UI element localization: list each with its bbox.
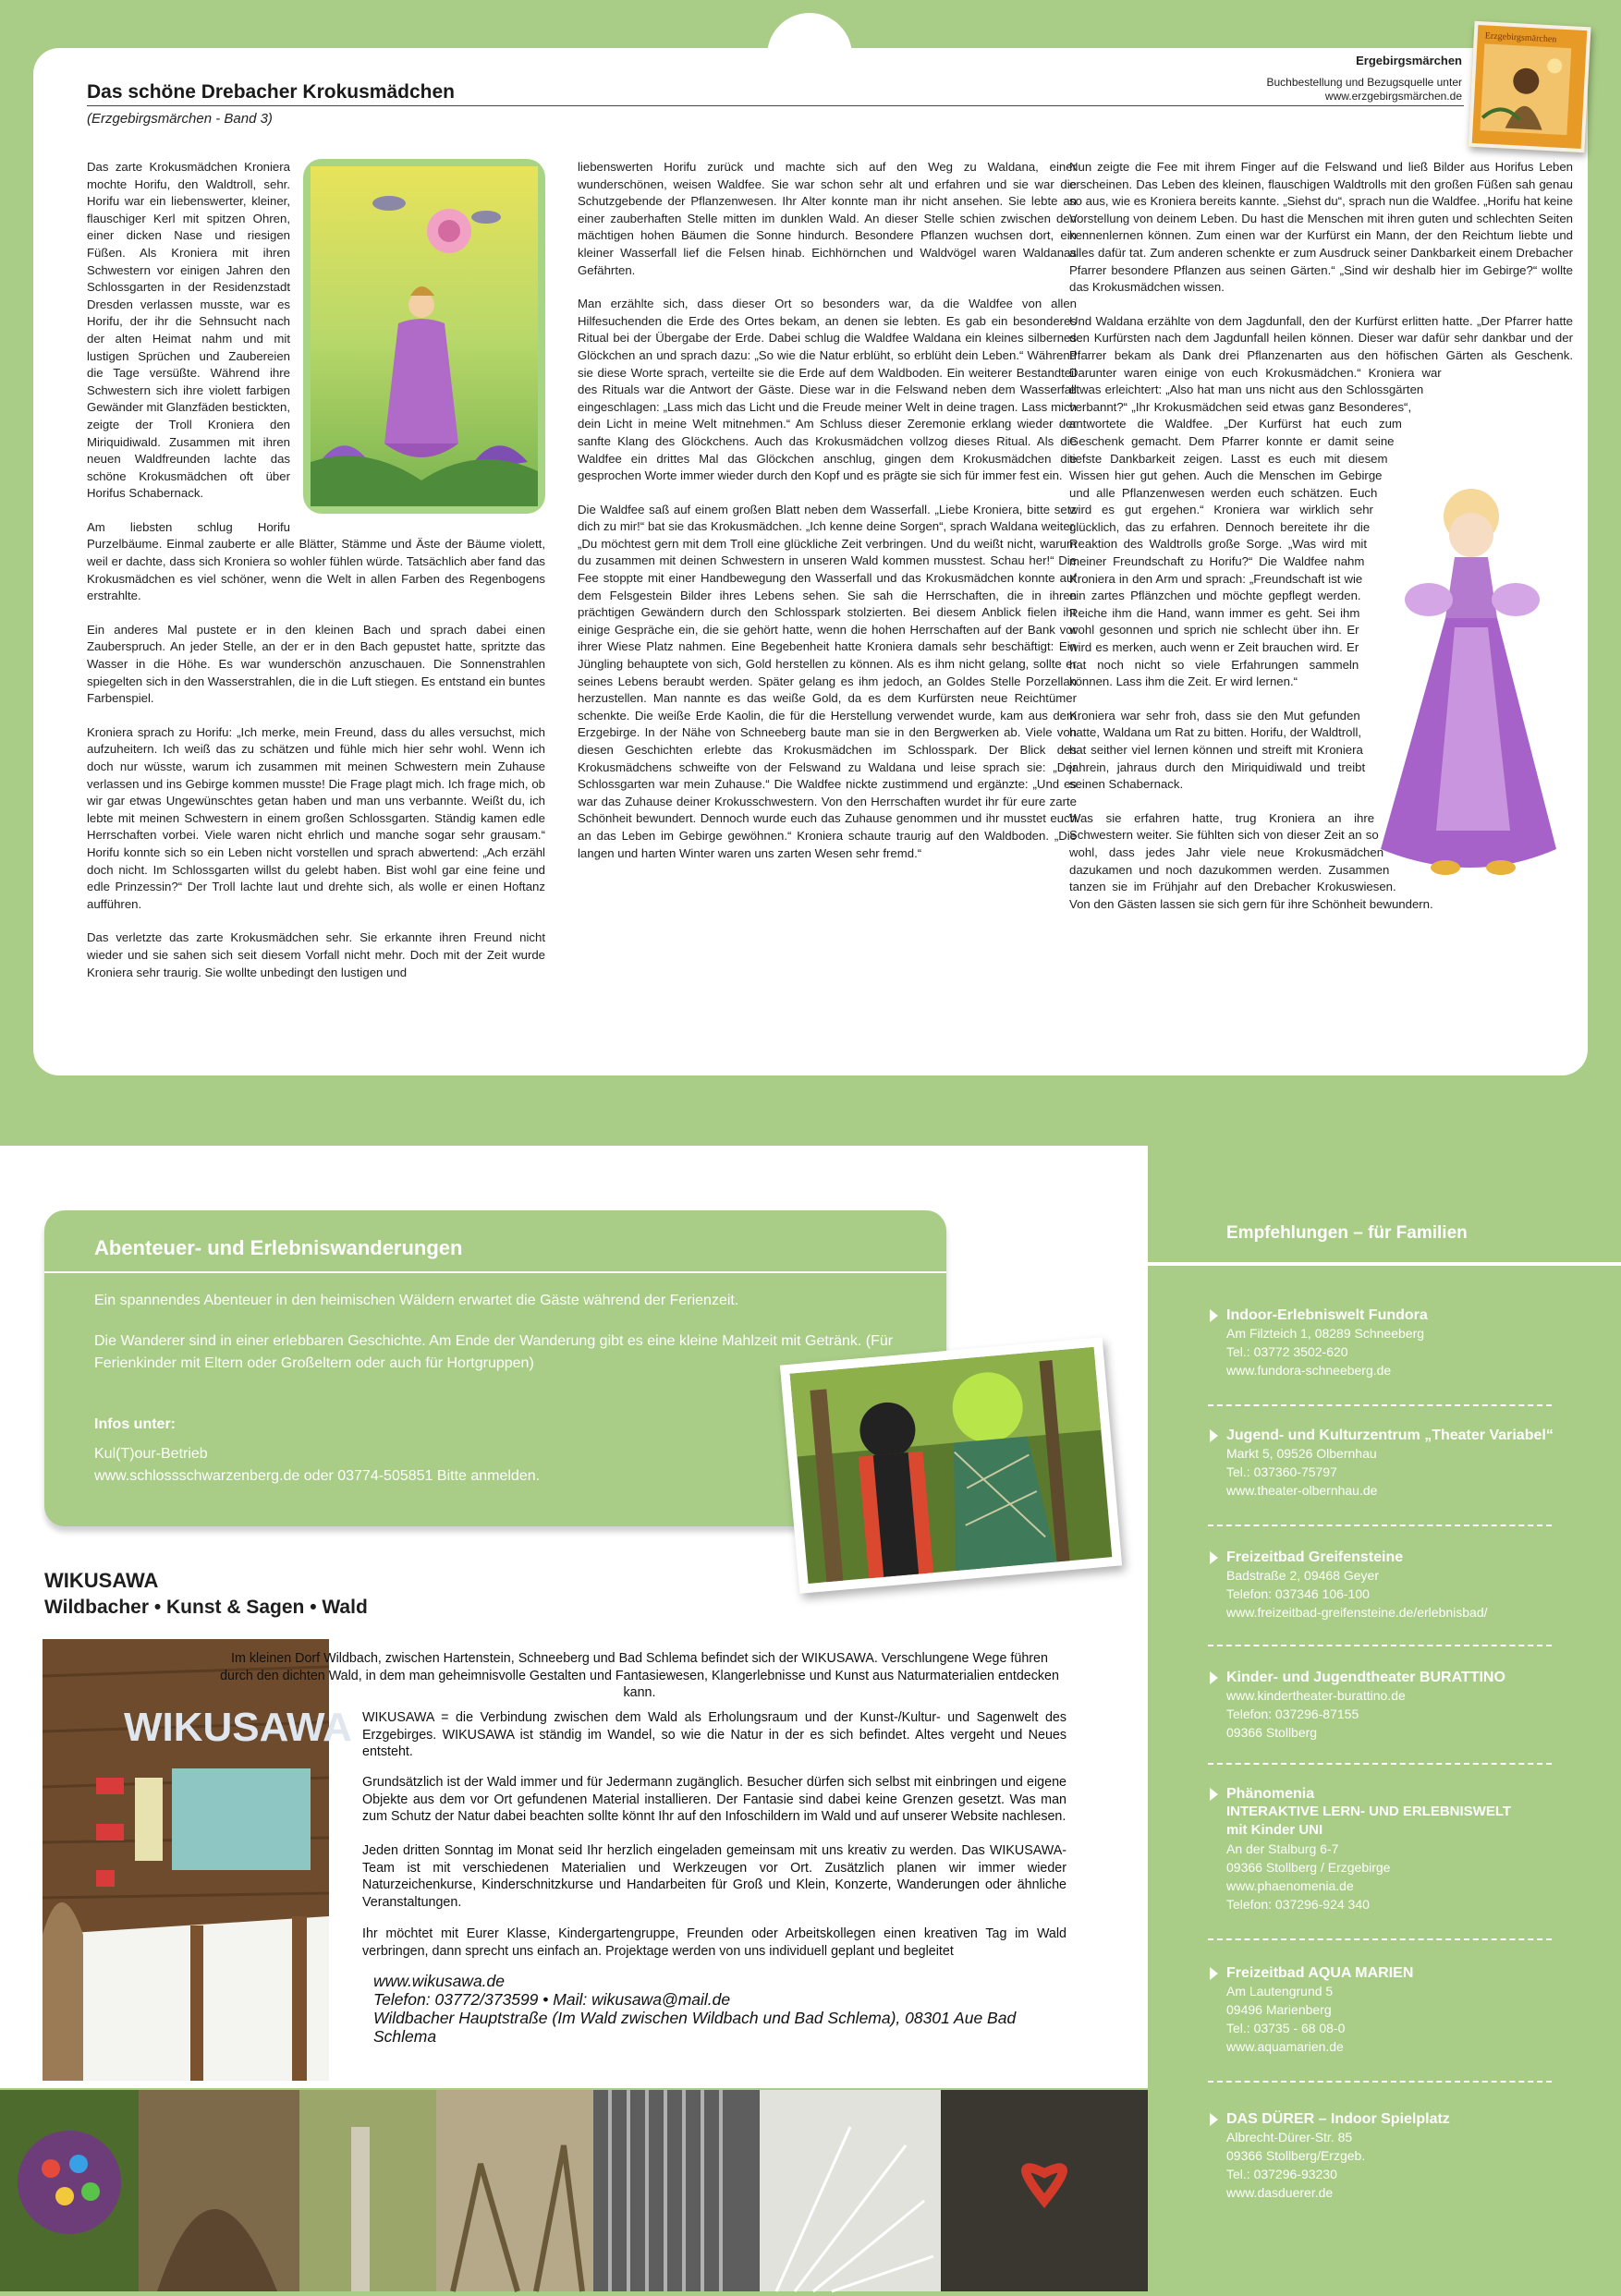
rec-address: Am Filzteich 1, 08289 Schneeberg (1226, 1326, 1425, 1341)
story-paragraph: Am liebsten schlug Horifu Purzelbäume. Einmal zauberte er alle Blätter, Stämme und Äste der Bäume violett, weil er dachte, dass sich Kroniera so wohler fühlen würde. Tatsächlich aber fand das Krokusmädchen es viel schöner, wenn die Welt in allen Farben des Regenbogens erstrahlte. (87, 519, 545, 603)
rec-website-link[interactable]: www.phaenomenia.de (1226, 1878, 1354, 1893)
krokus-illustration (303, 159, 545, 514)
story-paragraph: Und Waldana erzählte von dem Jagdunfall, den der Kurfürst erlitten hatte. „Der Pfarrer hatte den Kurfürsten nach dem Jagdunfall heilen können. Dieser war dafür sehr dankbar und der Pfarrer bekam als Dank drei Pflanzenarten aus den höfischen Gärten als Geschenk. Darunter waren einige von euch Krokusmädchen.“ Kroniera war etwas erleichtert: „Also hat man uns nicht aus den Schlossgärten verbannt?“ „Ihr Krokusmädchen seid etwas ganz Besonderes“, antwortete die Waldfee. „Der Kurfürst hat euch zum Geschenk gemacht. Dem Pfarrer konnte er damit seine tiefste Dankbarkeit zeigen. Lasst es euch mit diesem Wissen hier gut gehen. Auch die Menschen im Gebirge und alle Pflanzenwesen werden euch schätzen. Euch wird es gut ergehen.“ Kroniera war wirklich sehr glücklich, das zu erfahren. Dennoch bereitete ihr die Reaktion des Waldtrolls große Sorge. „Was wird mit meiner Freundschaft zu Horifu?“ Die Waldfee nahm Kroniera in den Arm und sprach: „Freundschaft ist wie ein zartes Pflänzchen und möchte gepflegt werden. Reiche ihm die Hand, wann immer es geht. Sei ihm wohl gesonnen und sprich nie schlecht über ihn. Er wird es merken, auch wenn er Zeit brauchen wird. Er hat noch nicht so viele Erfahrungen sammeln können. Lass ihm die Zeit. Er wird lernen.“ (1069, 313, 1573, 689)
story-paragraph: Die Waldfee saß auf einem großen Blatt neben dem Wasserfall. „Liebe Kroniera, bitte setz dich zu mir!“ bat sie das Krokusmädchen. „Ich kenne deine Sorgen“, sprach Waldana weiter. „Du möchtest gern mit dem Troll eine glückliche Zeit verbringen. Und du weißt nicht, warum du zusammen mit deinen Schwestern in unseren Wald kommen musstest. Schau her!“ Die Fee stoppte mit einer Handbewegung den Wasserfall und das Krokusmädchen konnte auf dem Felsgestein Bilder ihres Lebens sehen. Sie sah die Herrschaften, die in ihren prächtigen Gewändern durch den Schlosspark stolzierten. Bei diesem Anblick fielen ihr einige Gespräche ein, die sie gehört hatte, wenn die hohen Herrschaften auf der Bank vor ihrer Wiese Platz nahmen. Eine Begebenheit hatte Kroniera damals sehr beschäftigt: Ein Jüngling behauptete von sich, Gold herstellen zu können. Als es ihm nicht gelang, sollte er seines Lebens beraubt werden. Später gelang es ihm jedoch, an Goldes Stelle Porzellan herzustellen. Man nannte es das weiße Gold, da es dem Kurfürsten neue Reichtümer schenkte. Die weiße Erde Kaolin, die für die Herstellung verwendet wurde, kam aus dem Erzgebirge. In der Nähe von Schneeberg baute man sie in den Bergwerken ab. Viele von diesen Geschichten erlebte das Krokusmädchen im Schlosspark. Der Blick des Krokusmädchens schweifte von der Felswand zu Waldana und leise sprach sie: „Der Schlossgarten war mein Zuhause.“ Die Waldfee nickte zustimmend und ergänzte: „Und es war das Zuhause deiner Krokusschwestern. Von den Herrschaften wurdet ihr für eure zarte Schönheit bewundert. Dennoch wurde euch das Zuhause genommen und ihr musstet euch an das Leben im Gebirge gewöhnen.“ Kroniera schaute traurig auf den Waldboden. „Die langen und harten Winter waren uns zarten Wesen sehr fremd.“ (578, 502, 1077, 860)
rec-website-link[interactable]: www.aquamarien.de (1226, 2039, 1344, 2054)
story-column-3 (1069, 159, 1573, 929)
wikusawa-sign-photo (43, 1639, 352, 2081)
adventure-rule (44, 1271, 946, 1273)
rec-city: 09366 Stollberg/Erzgeb. (1226, 2148, 1366, 2163)
rec-title: Phänomenia (1208, 1785, 1578, 1803)
rec-city: 09366 Stollberg / Erzgebirge (1226, 1860, 1391, 1875)
rec-item-phaenomenia[interactable] (1208, 1785, 1578, 1913)
krokus-girl-illustration (1353, 461, 1573, 895)
rec-phone: Tel.: 037296-93230 (1226, 2167, 1337, 2181)
cover-title: Erzgebirgsmärchen (1484, 30, 1557, 45)
wikusawa-paragraph: WIKUSAWA = die Verbindung zwischen dem Wald als Erholungsraum und der Kunst-/Kultur- und Sagenwelt des Erzgebirges. WIKUSAWA ist ständig im Wandel, so wie die Natur in der es sich befindet. Altes vergeht und Neues entsteht. (362, 1710, 1066, 1760)
publisher-label: Ergebirgsmärchen (1356, 54, 1462, 67)
rec-address: Albrecht-Dürer-Str. 85 (1226, 2130, 1353, 2144)
story-column-1 (87, 159, 545, 998)
story-column-2 (578, 159, 1077, 879)
forest-photo-strip (0, 2090, 1148, 2291)
rec-title: Indoor-Erlebniswelt Fundora (1208, 1306, 1578, 1324)
rec-title: Jugend- und Kulturzentrum „Theater Variabel“ (1208, 1427, 1578, 1444)
rec-website-link[interactable]: www.dasduerer.de (1226, 2185, 1334, 2200)
fairy-meadow-painting (311, 166, 538, 506)
rec-website-link[interactable]: www.fundora-schneeberg.de (1226, 1363, 1392, 1378)
rec-phone: Telefon: 037346 106-100 (1226, 1586, 1370, 1601)
wikusawa-intro: Im kleinen Dorf Wildbach, zwischen Hartenstein, Schneeberg und Bad Schlema befindet sich der WIKUSAWA. Verschlungene Wege führen durch den dichten Wald, in dem man geheimnisvolle Gestalten und Fantasiewesen, Klangerlebnisse und Kunst aus Naturmaterialien entdecken kann. (220, 1651, 1059, 1701)
rec-website-link[interactable]: www.theater-olbernhau.de (1226, 1483, 1378, 1498)
rec-phone: Tel.: 037360-75797 (1226, 1464, 1337, 1479)
rec-separator (1208, 2081, 1552, 2083)
rec-address: Badstraße 2, 09468 Geyer (1226, 1568, 1379, 1583)
rec-address: Am Lautengrund 5 (1226, 1984, 1334, 1998)
wikusawa-title: WIKUSAWA (44, 1569, 159, 1592)
adventure-info-contact[interactable]: www.schlossschwarzenberg.de oder 03774-505851 Bitte anmelden. (94, 1468, 541, 1484)
rec-item-burattino[interactable] (1208, 1669, 1578, 1742)
rec-title: Freizeitbad AQUA MARIEN (1208, 1964, 1578, 1982)
rec-address: Markt 5, 09526 Olbernhau (1226, 1446, 1377, 1461)
adventure-info-org: Kul(T)our-Betrieb (94, 1446, 208, 1462)
order-text: Buchbestellung und Bezugsquelle unter (1266, 76, 1462, 89)
recommendations-heading: Empfehlungen – für Familien (1226, 1223, 1468, 1243)
wikusawa-address: Wildbacher Hauptstraße (Im Wald zwischen Wildbach und Bad Schlema), 08301 Aue Bad Schlema (373, 2009, 1017, 2046)
sign-lettering: WIKUSAWA (124, 1705, 352, 1750)
rec-subtitle: INTERAKTIVE LERN- UND ERLEBNISWELT (1226, 1804, 1512, 1819)
story-paragraph: Kroniera war sehr froh, dass sie den Mut gefunden hatte, Waldana um Rat zu bitten. Horifu, der Waldtroll, hat seither viel lernen können und streift mit Kroniera jahrein, jahraus durch den Miriquidiwald und treibt seinen Schabernack. (1069, 708, 1366, 792)
rec-phone: Telefon: 037296-924 340 (1226, 1897, 1370, 1912)
wikusawa-paragraph: Grundsätzlich ist der Wald immer und für Jedermann zugänglich. Besucher dürfen sich selbst mit einbringen und eigene Objekte aus dem vor Ort gefundenen Material installieren. Der Fantasie sind dabei keine Grenzen gesetzt. Was man zum Schutz der Natur dabei beachten sollte könnt Ihr auf den Infoschildern im Wald und auf unserer Website nachlesen. (362, 1775, 1066, 1825)
story-paragraph: liebenswerten Horifu zurück und machte sich auf den Weg zu Waldana, einer wunderschönen, weisen Waldfee. Sie war schon sehr alt und erfahren und sie war die Schutzgebende der Pflanzenwesen. Ihr Alter konnte man ihr nicht ansehen. Sie lebte an einer zauberhaften Stelle mitten im dunklen Wald. An dieser Stelle schien zwischen den mächtigen hohen Bäumen die Sonne hindurch. Besondere Pflanzen wuchsen dort, ein kleiner Wasserfall lief die Felsen hinab. Eichhörnchen und Waldvögel waren Waldanas Gefährten. (578, 160, 1077, 277)
title-rule (87, 105, 1464, 106)
rec-address: 09366 Stollberg (1226, 1725, 1318, 1740)
rec-item-fundora[interactable] (1208, 1306, 1578, 1379)
order-url-link[interactable]: www.erzgebirgsmärchen.de (1324, 90, 1462, 103)
rec-phone: Tel.: 03735 - 68 08-0 (1226, 2021, 1346, 2035)
rec-item-greifensteine[interactable] (1208, 1549, 1578, 1622)
story-paragraph: Was sie erfahren hatte, trug Kroniera an ihre Schwestern weiter. Sie fühlten sich von dieser Zeit an so wohl, dass jedes Jahr viele neue Krokusmädchen dazukamen und noch dazukommen werden. Zusammen tanzen sie im Frühjahr auf den Drebacher Krokuswiesen. Von den Gästen lassen sie sich gern für ihre Schönheit bewundern. (1069, 810, 1433, 911)
adventure-photo (780, 1337, 1122, 1594)
rec-website-link[interactable]: www.kindertheater-burattino.de (1226, 1688, 1406, 1703)
adventure-description: Die Wanderer sind in einer erlebbaren Geschichte. Am Ende der Wanderung gibt es eine kleine Mahlzeit mit Getränk. (Für Ferienkinder mit Eltern oder Großeltern oder auch für Hortgruppen) (94, 1333, 894, 1371)
story-title: Das schöne Drebacher Krokusmädchen (87, 81, 455, 103)
story-paragraph: Das zarte Krokusmädchen Kroniera mochte Horifu, den Waldtroll, sehr. Horifu war ein liebenswerter, kleiner, flauschiger Kerl mit spitzen Ohren, einer dicken Nase und riesigen Füßen. Als Kroniera mit ihren Schwestern vor einigen Jahren den Schlossgarten in der Residenzstadt Dresden verlassen musste, war es Horifu, der ihr die Sehnsucht nach der alten Heimat nahm und mit lustigen Sprüchen und Zaubereien die Tage versüßte. Während ihre Schwestern sich ihre violett farbigen Gewänder mit Glanzfäden bestickten, zeigte der Troll Kroniera den Miriquidiwald. Zusammen mit ihren neuen Waldfreunden lachte das schöne Krokusmädchen oft über Horifus Schabernack. (87, 160, 290, 501)
rec-separator (1208, 1645, 1552, 1646)
wikusawa-website-link[interactable]: www.wikusawa.de (373, 1972, 505, 1990)
rec-phone: Tel.: 03772 3502-620 (1226, 1344, 1348, 1359)
rec-title: Freizeitbad Greifensteine (1208, 1549, 1578, 1566)
rec-item-aqua-marien[interactable] (1208, 1964, 1578, 2056)
rec-website-link[interactable]: www.freizeitbad-greifensteine.de/erlebnisbad/ (1226, 1605, 1488, 1620)
story-paragraph: Man erzählte sich, dass dieser Ort so besonders war, da die Waldfee von allen Hilfesuchenden die Erde des Ortes bekam, an denen sie lebten. Es gab ein besonderes Ritual bei der Übergabe der Erde. Dabei schlug die Waldfee Waldana ein kleines silbernes Glöckchen an und sprach dazu: „So wie die Natur erblüht, so erblüht dein Leben.“ Während sie diese Worte sprach, verteilte sie die Erde auf dem Waldboden. Ein weiterer Bestandteil des Rituals war die Antwort der Gäste. Diese war in die Felswand neben dem Wasserfall eingeschlagen: „Lass mich das Licht und die Freude meiner Welt in deine tragen. Lass mich dein Licht in meine Welt mitnehmen.“ Am Schluss dieser Zeremonie erklang wieder der sanfte Klang des Glöckchens. Auch das Krokusmädchen vollzog dieses Ritual. Als die Waldfee ein drittes Mal das Glöckchen anschlug, gingen dem Krokusmädchen die gesprochen Worte immer wieder durch den Kopf und es prägte sie sich für immer fest ein. (578, 297, 1077, 483)
story-paragraph: Ein anderes Mal pustete er in den kleinen Bach und sprach dabei einen Zauberspruch. An jeder Stelle, an der er in den Bach gepustet hatte, spritzte das Wasser in die Höhe. Es war wunderschön anzuschauen. Die Sonnenstrahlen spiegelten sich in den Wasserstrahlen, die in die Luft stiegen. Es entstand ein buntes Farbenspiel. (87, 622, 545, 706)
story-subtitle: (Erzgebirgsmärchen - Band 3) (87, 111, 273, 127)
rec-title: Kinder- und Jugendtheater BURATTINO (1208, 1669, 1578, 1686)
book-cover-image (1469, 21, 1591, 152)
wikusawa-phone-mail[interactable]: Telefon: 03772/373599 • Mail: wikusawa@mail.de (373, 1990, 731, 2009)
adventure-intro: Ein spannendes Abenteuer in den heimischen Wäldern erwartet die Gäste während der Ferienzeit. (94, 1293, 739, 1308)
rec-item-das-duerer[interactable] (1208, 2110, 1578, 2202)
rec-city: 09496 Marienberg (1226, 2002, 1332, 2017)
rec-address: An der Stalburg 6-7 (1226, 1841, 1339, 1856)
rec-separator (1208, 1763, 1552, 1765)
story-paragraph: Nun zeigte die Fee mit ihrem Finger auf die Felswand und ließ Bilder aus Horifus Leben erscheinen. Das Leben des kleinen, flauschigen Waldtrolls mit den großen Füßen sah genau so aus, wie es Kroniera bereits kannte. „Siehst du“, sprach nun die Waldfee. „Horifu hat keine Vorstellung von deinem Leben. Du hast die Menschen mit ihren guten und schlechten Seiten kennenlernen können. Zum einen war der Kurfürst ein Mann, der den Reichtum liebte und alles dafür tat. Zum anderen schenkte er zum Ausdruck seiner Dankbarkeit einem Drebacher Pfarrer besondere Pflanzen aus seinen Gärten.“ „Sind wir deshalb hier im Gebirge?“ wollte das Krokusmädchen wissen. (1069, 160, 1573, 295)
rec-separator (1208, 1404, 1552, 1406)
rec-separator (1208, 1525, 1552, 1526)
rec-separator (1208, 1938, 1552, 1940)
wikusawa-subtitle: Wildbacher • Kunst & Sagen • Wald (44, 1597, 368, 1618)
wikusawa-paragraph: Jeden dritten Sonntag im Monat seid Ihr herzlich eingeladen gemeinsam mit uns kreativ zu werden. Das WIKUSAWA-Team ist mit verschiedenen Materialien und Werkzeugen vor Ort. Zusätzlich planen wir immer wieder Naturzeichenkurse, Kinderschnitzkurse und Handarbeiten für Groß und Klein, Konzerte, Wanderungen oder ähnliche Veranstaltungen. (362, 1843, 1066, 1910)
story-paragraph: Kroniera sprach zu Horifu: „Ich merke, mein Freund, dass du alles versuchst, mich aufzuheitern. Ich weiß das zu schätzen und fühle mich hier sehr wohl. Wenn ich doch nur wüsste, warum ich zusammen mit meinen Schwestern mein Zuhause verlassen und ins Gebirge kommen musste! Die Frage plagt mich. Ich frage mich, ob wir gar etwas Ungewünschtes getan haben und man uns verbannte. Weißt du, ich lebte mit meinen Schwestern in einem großen Schlossgarten. Ständig kamen edle Herrschaften vorbei. Viele waren nicht ehrlich und manche sogar sehr grausam.“ Horifu konnte sich so ein Leben nicht vorstellen und sprach abwertend: „Ach erzähl doch nicht. Im Schlossgarten willst du gelebt haben. Bist wohl gar eine feine und edle Prinzessin?“ Der Troll lachte laut und drehte sich, als wolle er einen Hoftanz aufführen. (87, 724, 545, 911)
rec-item-theater-variabel[interactable] (1208, 1427, 1578, 1500)
wikusawa-paragraph: Ihr möchtet mit Eurer Klasse, Kindergartengruppe, Freunden oder Arbeitskollegen einen kreativen Tag im Wald verbringen, dann sprecht uns einfach an. Projektage werden von uns individuell geplant und begleitet (362, 1926, 1066, 1959)
recommendations-rule (1148, 1262, 1621, 1266)
rec-subtitle: mit Kinder UNI (1226, 1822, 1323, 1838)
story-paragraph: Das verletzte das zarte Krokusmädchen sehr. Sie erkannte ihren Freund nicht wieder und sie sahen sich seit diesem Vorfall nicht mehr. Doch mit der Zeit wurde Kroniera sehr traurig. Sie wollte unbedingt den lustigen und (87, 930, 545, 979)
rec-phone: Telefon: 037296-87155 (1226, 1707, 1359, 1721)
rec-title: DAS DÜRER – Indoor Spielplatz (1208, 2110, 1578, 2128)
adventure-heading: Abenteuer- und Erlebniswanderungen (94, 1236, 463, 1259)
adventure-info-label: Infos unter: (94, 1416, 176, 1432)
